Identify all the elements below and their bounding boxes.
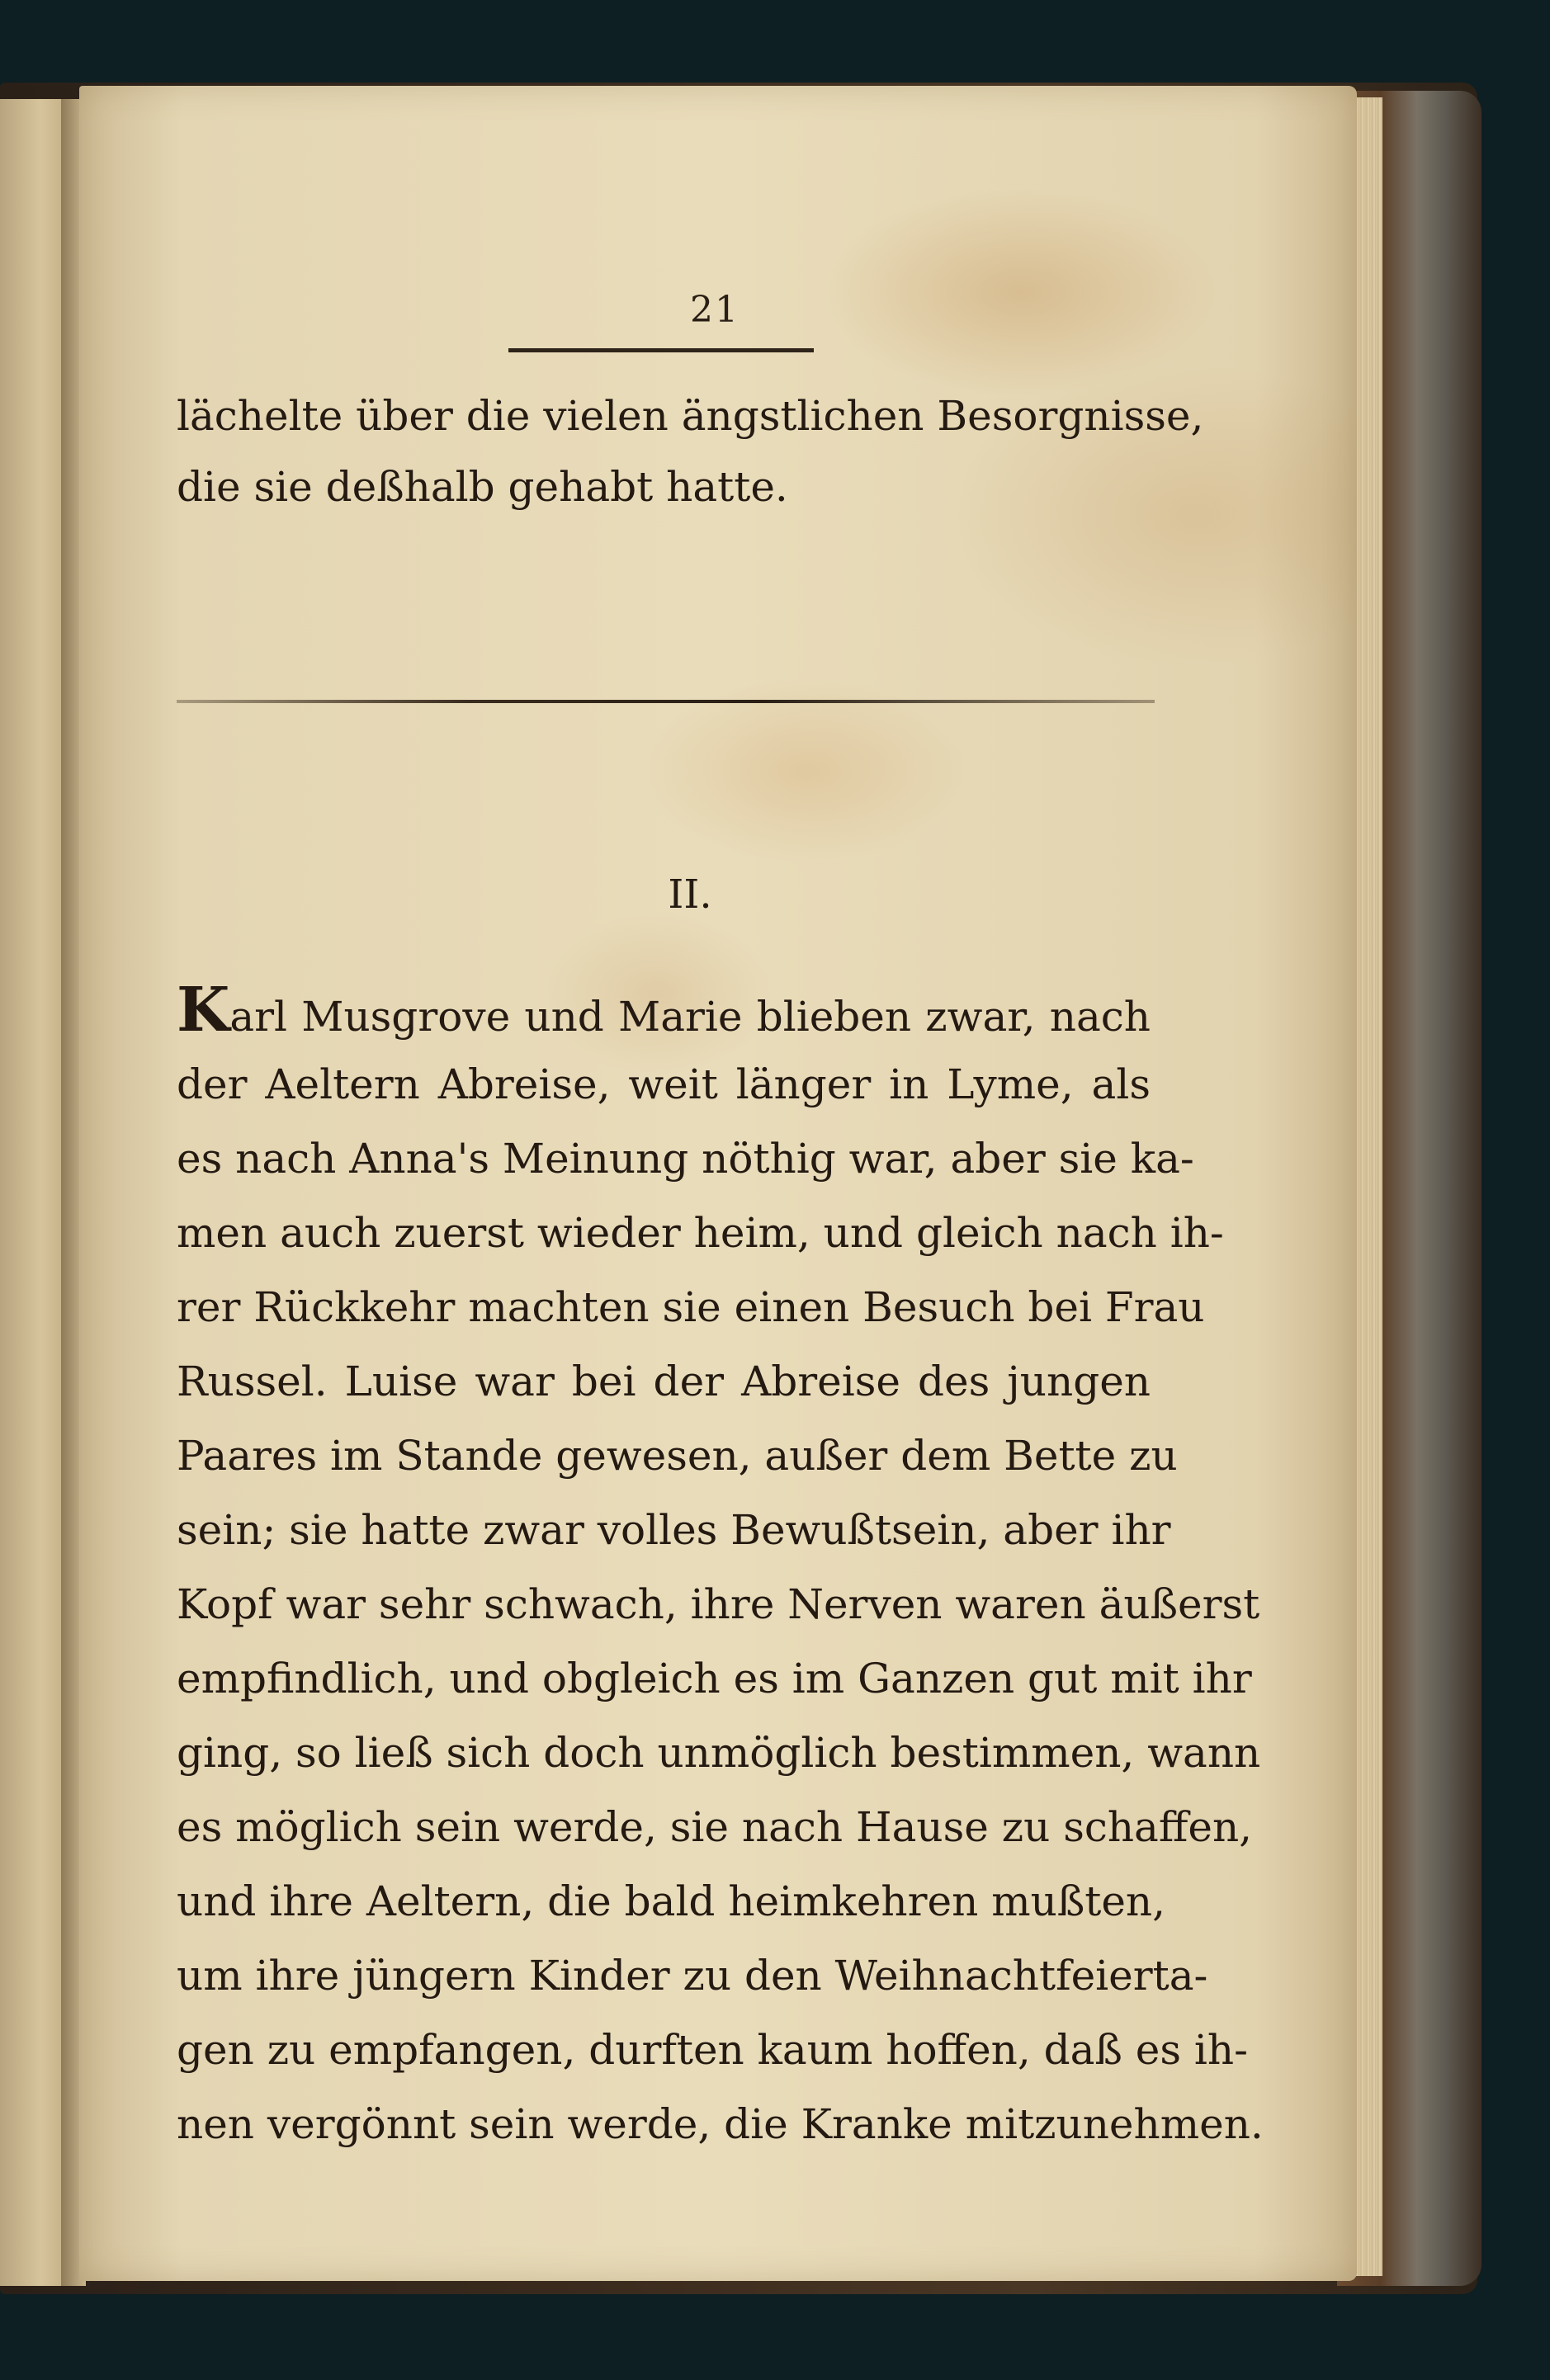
opening-line-1: lächelte über die vielen ängstlichen Besorgnisse, [177, 392, 1204, 440]
chapter-line-4: men auch zuerst wieder heim, und gleich nach ih- [177, 1209, 1224, 1257]
header-rule [508, 348, 814, 352]
book-page [79, 86, 1357, 2281]
chapter-line-10: empfindlich, und obgleich es im Ganzen gut mit ihr [177, 1655, 1252, 1702]
chapter-line-8: sein; sie hatte zwar volles Bewußtsein, aber ihr [177, 1506, 1171, 1554]
chapter-line-5: rer Rückkehr machten sie einen Besuch bei Frau [177, 1283, 1205, 1331]
opening-line-2: die sie deßhalb gehabt hatte. [177, 463, 788, 511]
page-number: 21 [690, 289, 740, 331]
chapter-line-13: und ihre Aeltern, die bald heimkehren mußten, [177, 1877, 1165, 1925]
chapter-line-11: ging, so ließ sich doch unmöglich bestimmen, wann [177, 1729, 1261, 1777]
chapter-line-12: es möglich sein werde, sie nach Hause zu schaffen, [177, 1803, 1253, 1851]
chapter-line-15: gen zu empfangen, durften kaum hoffen, daß es ih- [177, 2026, 1248, 2074]
chapter-line-1-text: arl Musgrove und Marie blieben zwar, nach [229, 993, 1151, 1041]
chapter-heading: II. [668, 871, 712, 918]
chapter-line-9: Kopf war sehr schwach, ihre Nerven waren äußerst [177, 1580, 1260, 1628]
chapter-line-3: es nach Anna's Meinung nöthig war, aber sie ka- [177, 1135, 1194, 1183]
chapter-line-16: nen vergönnt sein werde, die Kranke mitzunehmen. [177, 2100, 1264, 2148]
drop-initial: K [177, 975, 230, 1046]
chapter-line-14: um ihre jüngern Kinder zu den Weihnachtfeierta- [177, 1952, 1208, 2000]
chapter-line-2: der Aeltern Abreise, weit länger in Lyme, als [177, 1060, 1151, 1108]
chapter-line-7: Paares im Stande gewesen, außer dem Bette zu [177, 1432, 1178, 1480]
chapter-line-1 [177, 975, 1151, 1046]
left-facing-page [0, 99, 68, 2286]
chapter-line-6: Russel. Luise war bei der Abreise des jungen [177, 1358, 1151, 1405]
section-separator [177, 700, 1155, 703]
